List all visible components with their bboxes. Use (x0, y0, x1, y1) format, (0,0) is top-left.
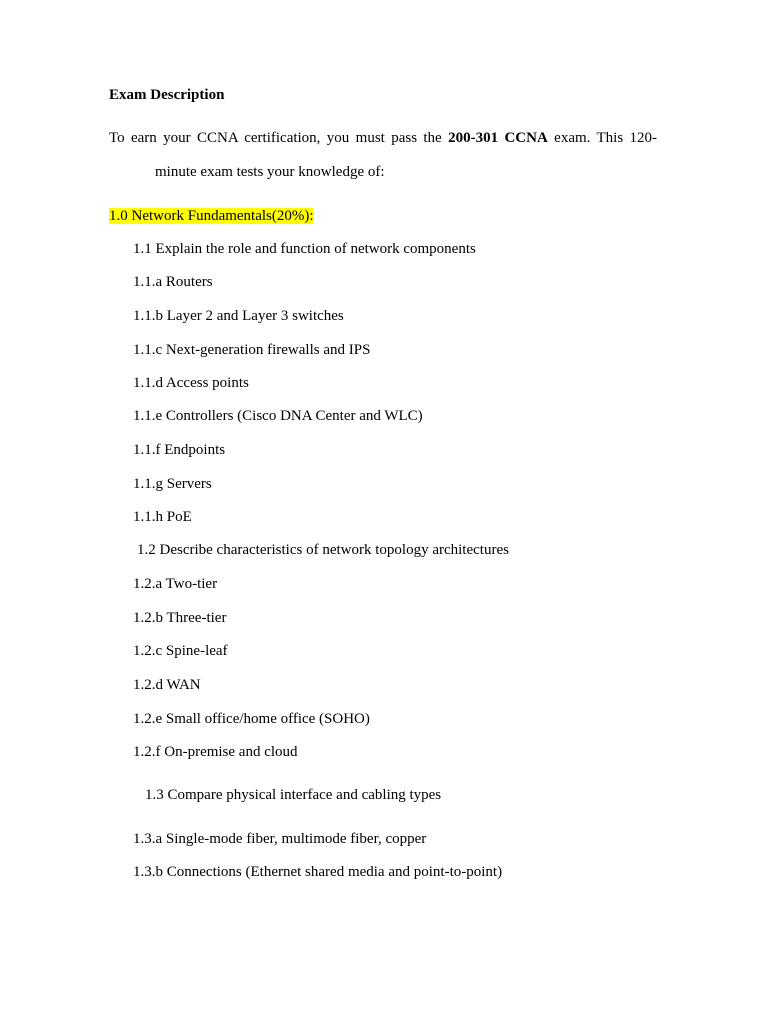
list-item: 1.2.f On-premise and cloud (133, 744, 298, 760)
list-item: 1.1.a Routers (133, 274, 213, 290)
intro-text-part1: To earn your CCNA certification, you must pass the (109, 130, 449, 146)
list-item: 1.1.c Next-generation firewalls and IPS (133, 342, 371, 358)
list-item: 1.2.a Two-tier (133, 576, 218, 592)
list-item: 1.1.b Layer 2 and Layer 3 switches (133, 308, 344, 324)
list-item: 1.2.d WAN (133, 677, 201, 693)
intro-text-part2: exam. This 120- (547, 130, 658, 146)
list-item: 1.1.d Access points (133, 375, 249, 391)
list-item: 1.1.h PoE (133, 509, 192, 525)
list-item: 1.1.f Endpoints (133, 442, 226, 458)
intro-paragraph-line-2: minute exam tests your knowledge of: (155, 164, 385, 180)
subsection-title-1-3: 1.3 Compare physical interface and cabling types (145, 787, 442, 803)
subsection-title-1-1: 1.1 Explain the role and function of network components (133, 241, 476, 257)
subsection-title-1-2: 1.2 Describe characteristics of network topology architectures (137, 542, 509, 558)
section-title: 1.0 Network Fundamentals(20%): (109, 208, 314, 224)
list-item: 1.2.e Small office/home office (SOHO) (133, 711, 370, 727)
list-item: 1.3.b Connections (Ethernet shared media and point-to-point) (133, 864, 503, 880)
section-title-row (109, 207, 314, 225)
document-heading: Exam Description (109, 87, 225, 103)
list-item: 1.2.c Spine-leaf (133, 643, 228, 659)
exam-code: 200-301 CCNA (448, 130, 548, 146)
list-item: 1.1.g Servers (133, 476, 212, 492)
list-item: 1.3.a Single-mode fiber, multimode fiber, copper (133, 831, 427, 847)
intro-paragraph-line-1 (109, 129, 657, 147)
list-item: 1.1.e Controllers (Cisco DNA Center and WLC) (133, 408, 423, 424)
list-item: 1.2.b Three-tier (133, 610, 227, 626)
